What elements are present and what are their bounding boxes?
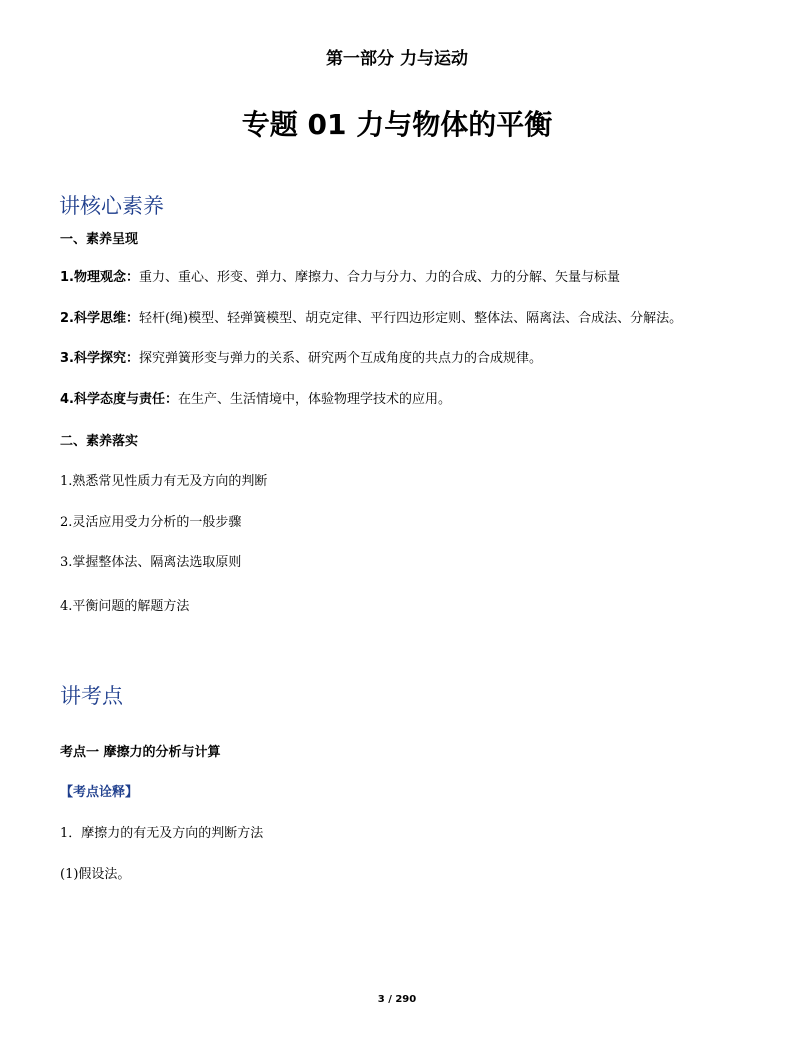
literacy-item-physics-concept — [60, 266, 620, 285]
literacy-item-scientific-thinking — [60, 307, 682, 326]
exam-point-note-label: 【考点诠释】 — [60, 785, 139, 800]
exam-point-line-2: (1)假设法。 — [60, 867, 131, 882]
exam-point-line-1: 1．摩擦力的有无及方向的判断方法 — [60, 826, 264, 841]
literacy-item-attitude-responsibility — [60, 388, 451, 407]
literacy-item-text: 探究弹簧形变与弹力的关系、研究两个互成角度的共点力的合成规律。 — [138, 351, 542, 366]
implementation-item: 3.掌握整体法、隔离法选取原则 — [60, 555, 242, 570]
core-literacy-heading: 讲核心素养 — [59, 194, 164, 218]
exam-points-heading: 讲考点 — [60, 684, 123, 708]
implementation-title: 二、素养落实 — [60, 434, 139, 449]
literacy-item-label: 3.科学探究： — [60, 351, 139, 366]
literacy-item-label: 2.科学思维： — [60, 311, 139, 326]
literacy-item-label: 1.物理观念： — [60, 270, 139, 285]
part-title: 第一部分 力与运动 — [326, 49, 468, 69]
literacy-item-text: 在生产、生活情境中，体验物理学技术的应用。 — [177, 392, 451, 407]
page-number: 3 / 290 — [377, 994, 417, 1005]
literacy-item-text: 轻杆(绳)模型、轻弹簧模型、胡克定律、平行四边形定则、整体法、隔离法、合成法、分解法。 — [138, 311, 683, 326]
literacy-item-label: 4.科学态度与责任： — [60, 392, 178, 407]
literacy-item-text: 重力、重心、形变、弹力、摩擦力、合力与分力、力的合成、力的分解、矢量与标量 — [138, 270, 620, 285]
implementation-item: 4.平衡问题的解题方法 — [60, 599, 190, 614]
exam-point-1-title: 考点一 摩擦力的分析与计算 — [60, 745, 221, 760]
topic-title: 专题 01 力与物体的平衡 — [241, 108, 553, 141]
presentation-title: 一、素养呈现 — [60, 232, 139, 247]
implementation-item: 1.熟悉常见性质力有无及方向的判断 — [60, 474, 268, 489]
literacy-item-scientific-inquiry — [60, 347, 542, 366]
implementation-item: 2.灵活应用受力分析的一般步骤 — [60, 515, 242, 530]
